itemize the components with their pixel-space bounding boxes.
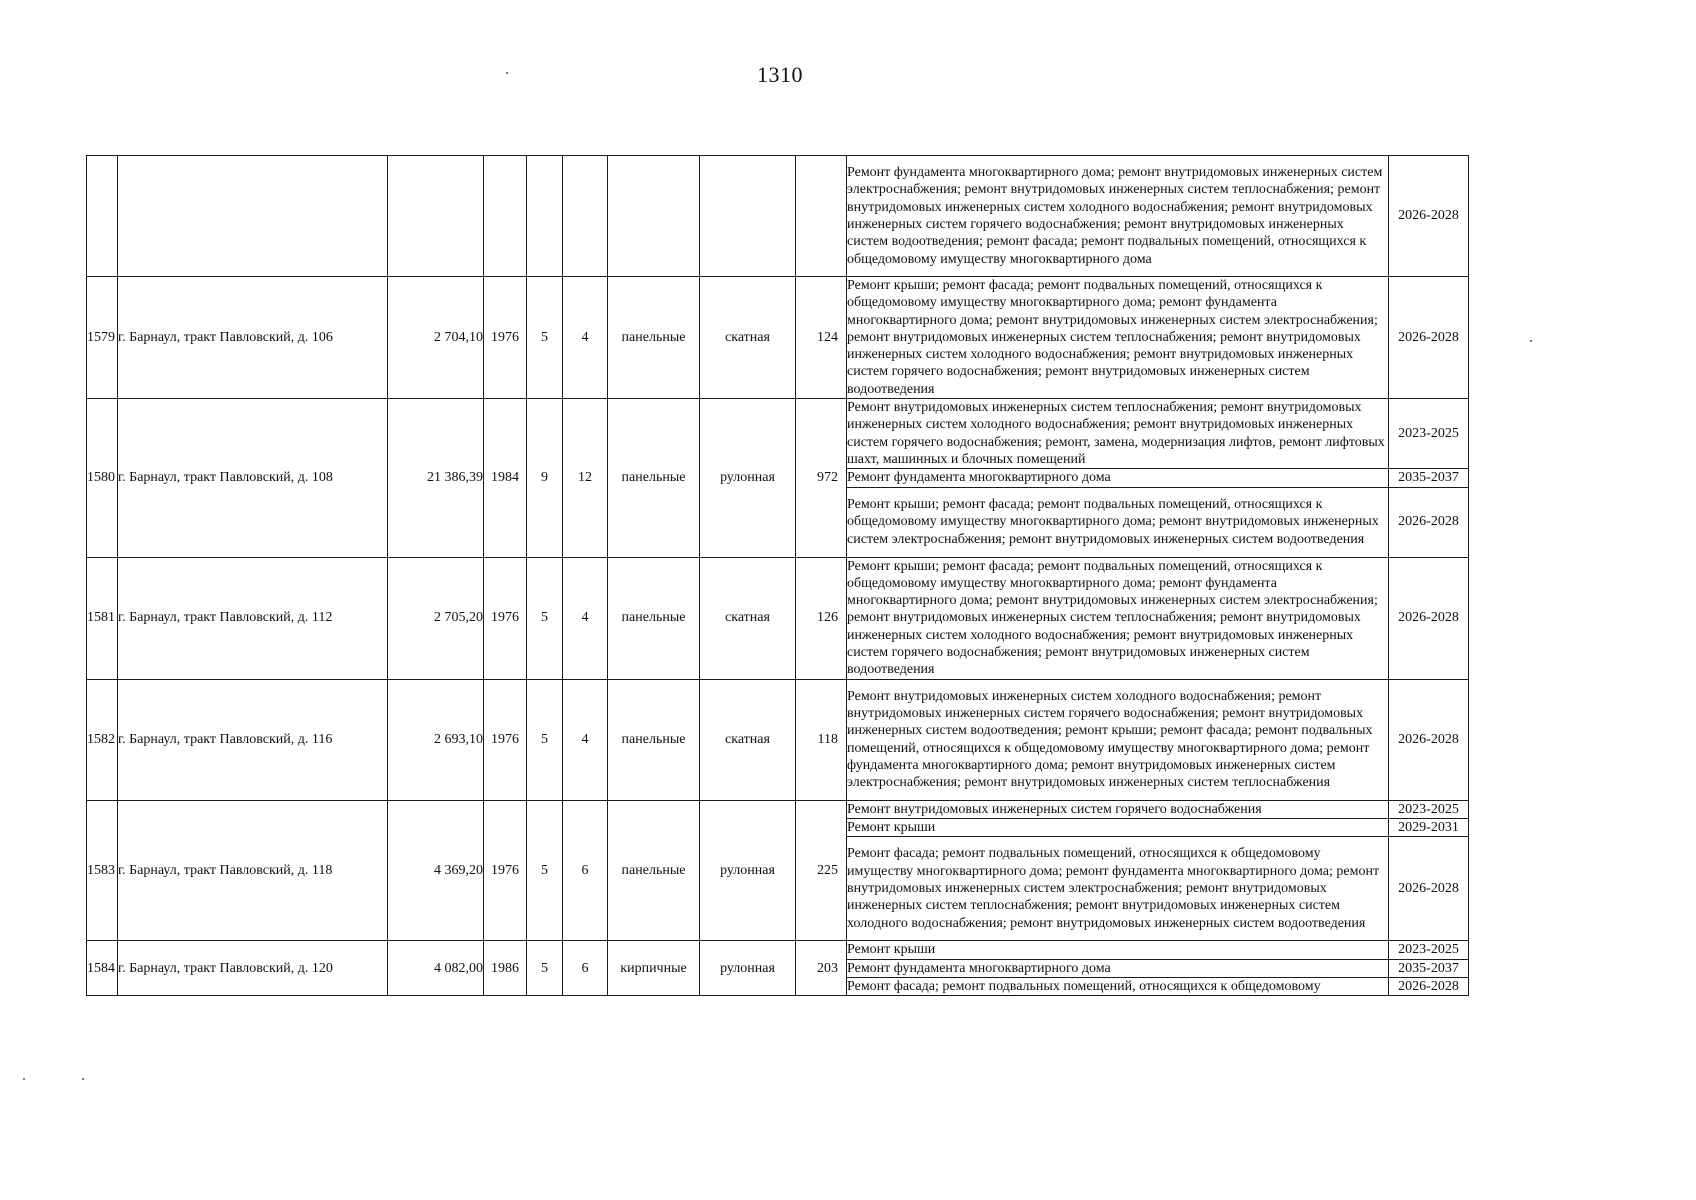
row-number: 1579 [87, 277, 118, 399]
work-description-cell: Ремонт фундамента многоквартирного дома [847, 469, 1389, 487]
row-number: 1582 [87, 679, 118, 800]
work-description-cell: Ремонт крыши [847, 818, 1389, 836]
scan-speck [23, 1078, 25, 1080]
residents-cell: 124 [796, 277, 847, 399]
year-cell: 1976 [484, 800, 527, 941]
walls-cell [608, 156, 700, 277]
buildings-table [86, 155, 1469, 996]
address-cell: г. Барнаул, тракт Павловский, д. 120 [118, 941, 388, 996]
floors-cell: 5 [527, 277, 563, 399]
scan-speck [82, 1078, 84, 1080]
area-cell: 4 082,00 [388, 941, 484, 996]
work-period-cell: 2026-2028 [1389, 557, 1469, 679]
table-row [87, 941, 1469, 959]
walls-cell: кирпичные [608, 941, 700, 996]
work-period-cell: 2035-2037 [1389, 959, 1469, 977]
address-cell: г. Барнаул, тракт Павловский, д. 118 [118, 800, 388, 941]
table-row [87, 557, 1469, 679]
year-cell: 1984 [484, 399, 527, 557]
residents-cell: 126 [796, 557, 847, 679]
walls-cell: панельные [608, 679, 700, 800]
row-number [87, 156, 118, 277]
work-period-cell: 2026-2028 [1389, 837, 1469, 941]
area-cell: 2 704,10 [388, 277, 484, 399]
work-period-cell: 2023-2025 [1389, 941, 1469, 959]
work-description-cell: Ремонт фундамента многоквартирного дома; ремонт внутридомовых инженерных систем электроснабжения; ремонт внутридомовых инженерных систем теплоснабжения; ремонт внутридомовых инженерных систем холодного водоснабжения; ремонт внутридомовых инженерных систем горячего водоснабжения; ремонт внутридомовых инженерных систем водоотведения; ремонт фасада; ремонт подвальных помещений, относящихся к общедомовому имуществу многоквартирного дома [847, 156, 1389, 277]
work-description-cell: Ремонт крыши; ремонт фасада; ремонт подвальных помещений, относящихся к общедомовому имуществу многоквартирного дома; ремонт фундамента многоквартирного дома; ремонт внутридомовых инженерных систем электроснабжения; ремонт внутридомовых инженерных систем теплоснабжения; ремонт внутридомовых инженерных систем холодного водоснабжения; ремонт внутридомовых инженерных систем горячего водоснабжения; ремонт внутридомовых инженерных систем водоотведения [847, 277, 1389, 399]
floors-cell: 5 [527, 800, 563, 941]
walls-cell: панельные [608, 399, 700, 557]
roof-cell: скатная [700, 679, 796, 800]
entrances-cell: 4 [563, 557, 608, 679]
page-number: 1310 [757, 62, 803, 87]
table-row [87, 277, 1469, 399]
residents-cell [796, 156, 847, 277]
floors-cell: 5 [527, 557, 563, 679]
work-period-cell: 2023-2025 [1389, 399, 1469, 469]
floors-cell [527, 156, 563, 277]
area-cell [388, 156, 484, 277]
year-cell [484, 156, 527, 277]
work-description-cell: Ремонт фасада; ремонт подвальных помещений, относящихся к общедомовому имуществу многоквартирного дома; ремонт фундамента многоквартирного дома; ремонт внутридомовых инженерных систем электроснабжения; ремонт внутридомовых инженерных систем теплоснабжения; ремонт внутридомовых инженерных систем холодного водоснабжения; ремонт внутридомовых инженерных систем водоотведения [847, 837, 1389, 941]
work-period-cell: 2026-2028 [1389, 487, 1469, 557]
entrances-cell: 12 [563, 399, 608, 557]
roof-cell: скатная [700, 557, 796, 679]
year-cell: 1976 [484, 679, 527, 800]
residents-cell: 118 [796, 679, 847, 800]
work-description-cell: Ремонт фундамента многоквартирного дома [847, 959, 1389, 977]
year-cell: 1986 [484, 941, 527, 996]
residents-cell: 203 [796, 941, 847, 996]
table-row [87, 156, 1469, 277]
roof-cell: рулонная [700, 399, 796, 557]
work-period-cell: 2026-2028 [1389, 156, 1469, 277]
area-cell: 21 386,39 [388, 399, 484, 557]
year-cell: 1976 [484, 557, 527, 679]
area-cell: 2 705,20 [388, 557, 484, 679]
year-cell: 1976 [484, 277, 527, 399]
walls-cell: панельные [608, 277, 700, 399]
row-number: 1580 [87, 399, 118, 557]
address-cell [118, 156, 388, 277]
work-description-cell: Ремонт фасада; ремонт подвальных помещений, относящихся к общедомовому [847, 977, 1389, 995]
entrances-cell: 6 [563, 800, 608, 941]
residents-cell: 225 [796, 800, 847, 941]
work-description-cell: Ремонт внутридомовых инженерных систем горячего водоснабжения [847, 800, 1389, 818]
work-description-cell: Ремонт внутридомовых инженерных систем теплоснабжения; ремонт внутридомовых инженерных систем холодного водоснабжения; ремонт внутридомовых инженерных систем горячего водоснабжения; ремонт, замена, модернизация лифтов, ремонт лифтовых шахт, машинных и блочных помещений [847, 399, 1389, 469]
area-cell: 4 369,20 [388, 800, 484, 941]
roof-cell: скатная [700, 277, 796, 399]
address-cell: г. Барнаул, тракт Павловский, д. 106 [118, 277, 388, 399]
row-number: 1584 [87, 941, 118, 996]
work-period-cell: 2026-2028 [1389, 977, 1469, 995]
address-cell: г. Барнаул, тракт Павловский, д. 112 [118, 557, 388, 679]
row-number: 1581 [87, 557, 118, 679]
address-cell: г. Барнаул, тракт Павловский, д. 116 [118, 679, 388, 800]
floors-cell: 5 [527, 941, 563, 996]
table-row [87, 399, 1469, 469]
walls-cell: панельные [608, 557, 700, 679]
work-description-cell: Ремонт крыши [847, 941, 1389, 959]
walls-cell: панельные [608, 800, 700, 941]
roof-cell: рулонная [700, 800, 796, 941]
entrances-cell: 6 [563, 941, 608, 996]
residents-cell: 972 [796, 399, 847, 557]
roof-cell: рулонная [700, 941, 796, 996]
area-cell: 2 693,10 [388, 679, 484, 800]
work-period-cell: 2035-2037 [1389, 469, 1469, 487]
scan-speck [506, 72, 508, 74]
scan-speck [1530, 340, 1532, 342]
roof-cell [700, 156, 796, 277]
work-description-cell: Ремонт крыши; ремонт фасада; ремонт подвальных помещений, относящихся к общедомовому имуществу многоквартирного дома; ремонт фундамента многоквартирного дома; ремонт внутридомовых инженерных систем электроснабжения; ремонт внутридомовых инженерных систем теплоснабжения; ремонт внутридомовых инженерных систем холодного водоснабжения; ремонт внутридомовых инженерных систем горячего водоснабжения; ремонт внутридомовых инженерных систем водоотведения [847, 557, 1389, 679]
table-row [87, 800, 1469, 818]
work-period-cell: 2026-2028 [1389, 679, 1469, 800]
entrances-cell: 4 [563, 277, 608, 399]
work-period-cell: 2029-2031 [1389, 818, 1469, 836]
address-cell: г. Барнаул, тракт Павловский, д. 108 [118, 399, 388, 557]
table-row [87, 679, 1469, 800]
work-description-cell: Ремонт крыши; ремонт фасада; ремонт подвальных помещений, относящихся к общедомовому имуществу многоквартирного дома; ремонт внутридомовых инженерных систем электроснабжения; ремонт внутридомовых инженерных систем водоотведения [847, 487, 1389, 557]
entrances-cell [563, 156, 608, 277]
work-description-cell: Ремонт внутридомовых инженерных систем холодного водоснабжения; ремонт внутридомовых инженерных систем горячего водоснабжения; ремонт внутридомовых инженерных систем водоотведения; ремонт крыши; ремонт фасада; ремонт подвальных помещений, относящихся к общедомовому имуществу многоквартирного дома; ремонт фундамента многоквартирного дома; ремонт внутридомовых инженерных систем электроснабжения; ремонт внутридомовых инженерных систем теплоснабжения [847, 679, 1389, 800]
floors-cell: 5 [527, 679, 563, 800]
floors-cell: 9 [527, 399, 563, 557]
row-number: 1583 [87, 800, 118, 941]
work-period-cell: 2026-2028 [1389, 277, 1469, 399]
work-period-cell: 2023-2025 [1389, 800, 1469, 818]
entrances-cell: 4 [563, 679, 608, 800]
